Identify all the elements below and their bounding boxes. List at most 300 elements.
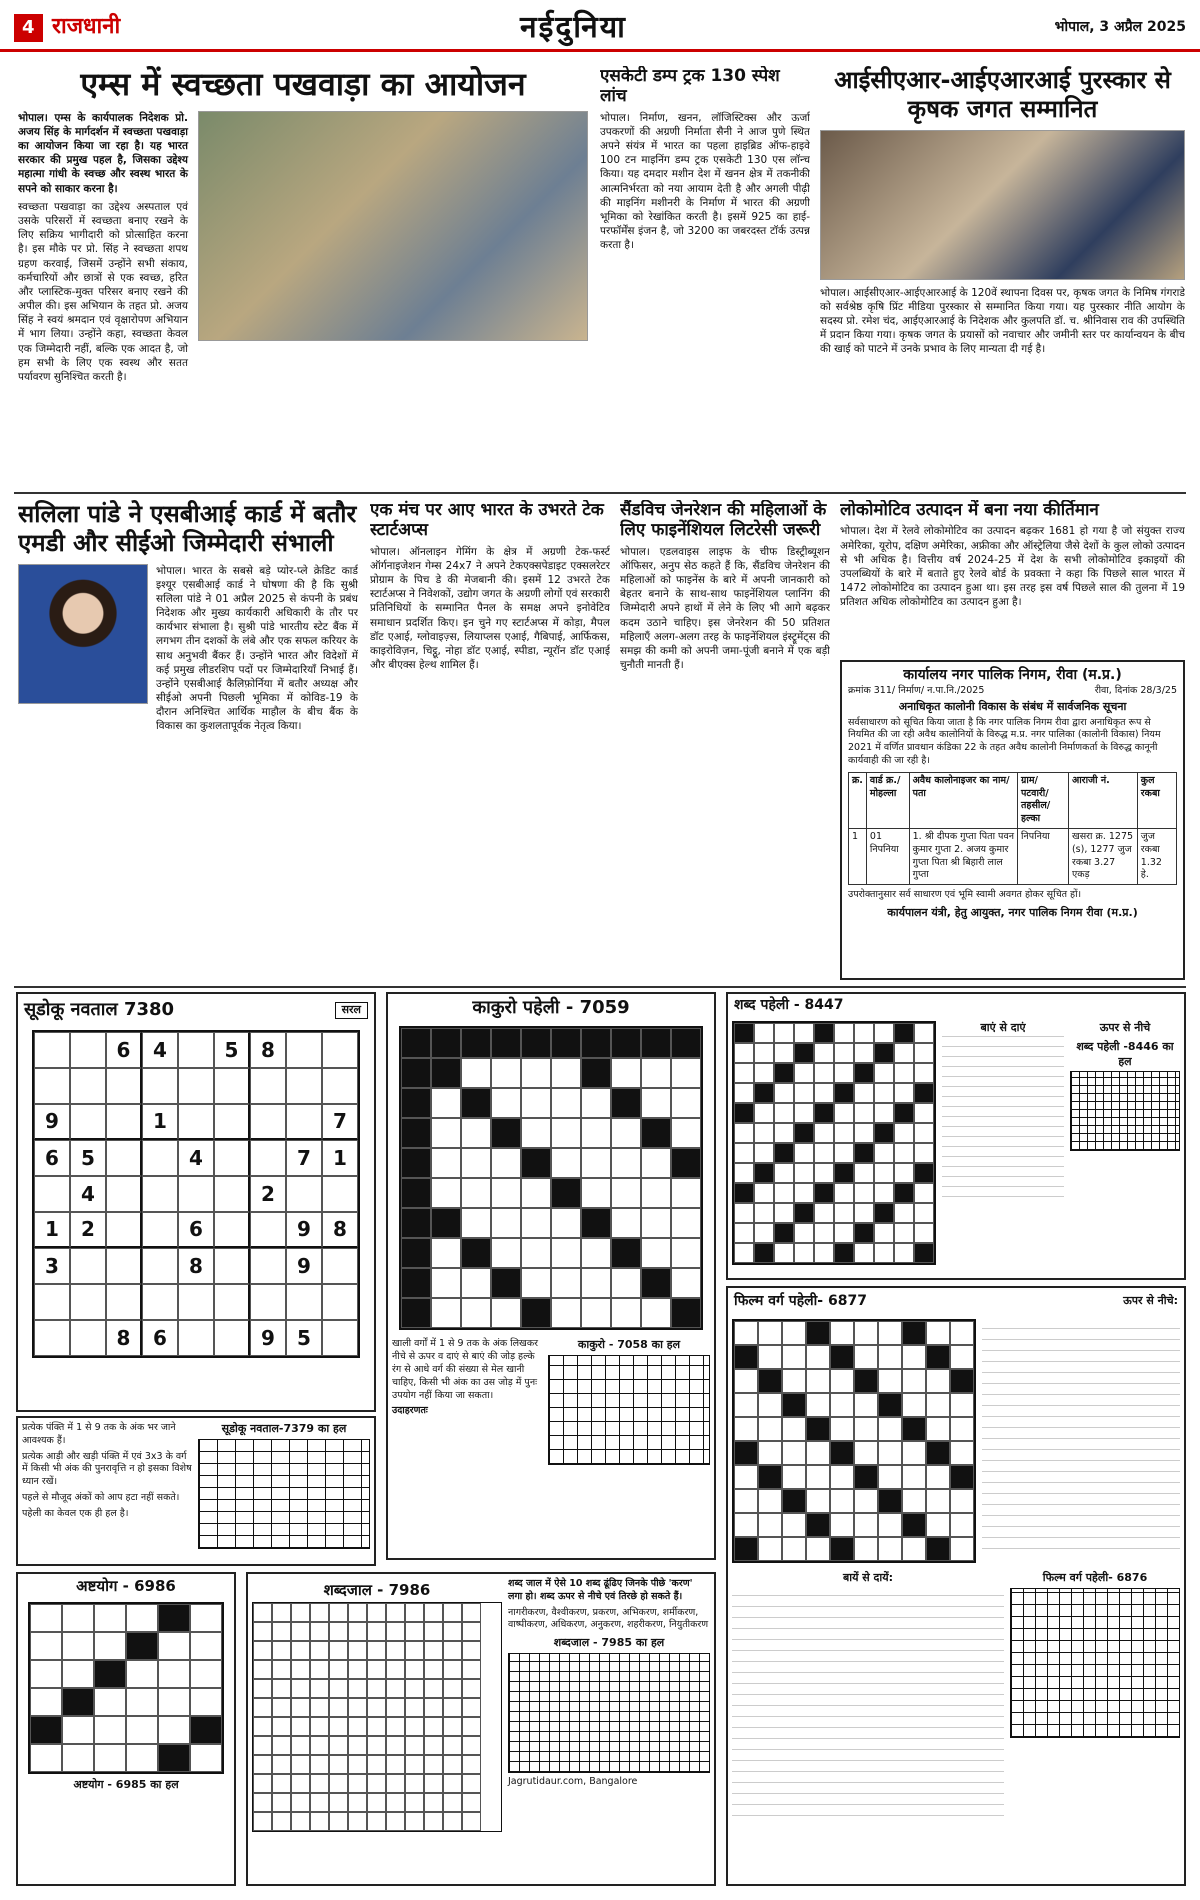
solution-title: शब्दजाल - 7985 का हल bbox=[553, 1636, 665, 1650]
sudoku-cell bbox=[70, 1284, 106, 1320]
sudoku-cell bbox=[70, 1032, 106, 1068]
crossword-cell bbox=[854, 1063, 874, 1083]
table-header: ग्राम/पटवारी/ तहसील/हल्का bbox=[1018, 772, 1069, 828]
kakuro-puzzle bbox=[386, 992, 716, 1560]
word-cell bbox=[329, 1660, 348, 1679]
ashtayog-cell bbox=[94, 1716, 126, 1744]
solution-title: काकुरो - 7058 का हल bbox=[577, 1338, 681, 1352]
word-grid bbox=[252, 1602, 502, 1832]
word-cell bbox=[443, 1736, 462, 1755]
crossword-cell bbox=[874, 1143, 894, 1163]
crossword-cell bbox=[914, 1103, 934, 1123]
word-cell bbox=[253, 1679, 272, 1698]
film-cell bbox=[878, 1513, 902, 1537]
film-cell bbox=[830, 1465, 854, 1489]
crossword-cell bbox=[774, 1143, 794, 1163]
crossword-cell bbox=[834, 1203, 854, 1223]
kakuro-cell bbox=[551, 1028, 581, 1058]
sudoku-cell bbox=[214, 1140, 250, 1176]
kakuro-cell bbox=[611, 1208, 641, 1238]
crossword-cell bbox=[854, 1023, 874, 1043]
crossword-cell bbox=[794, 1163, 814, 1183]
crossword-cell bbox=[754, 1203, 774, 1223]
ashtayog-cell bbox=[62, 1604, 94, 1632]
kakuro-cell bbox=[401, 1268, 431, 1298]
solution-grid bbox=[548, 1355, 710, 1465]
word-cell bbox=[291, 1736, 310, 1755]
film-cell bbox=[806, 1537, 830, 1561]
crossword-cell bbox=[914, 1083, 934, 1103]
sudoku-cell bbox=[214, 1320, 250, 1356]
crossword-cell bbox=[894, 1103, 914, 1123]
word-cell bbox=[443, 1641, 462, 1660]
sudoku-cell: 6 bbox=[178, 1212, 214, 1248]
word-cell bbox=[367, 1698, 386, 1717]
ashtayog-cell bbox=[30, 1716, 62, 1744]
word-cell bbox=[329, 1717, 348, 1736]
sudoku-cell: 4 bbox=[142, 1032, 178, 1068]
sudoku-rules-box bbox=[16, 1416, 376, 1566]
kakuro-cell bbox=[671, 1058, 701, 1088]
sudoku-cell: 6 bbox=[106, 1032, 142, 1068]
crossword-cell bbox=[734, 1063, 754, 1083]
film-cell bbox=[782, 1393, 806, 1417]
crossword-cell bbox=[734, 1103, 754, 1123]
word-cell bbox=[405, 1812, 424, 1831]
crossword-cell bbox=[754, 1043, 774, 1063]
story-body: भोपाल। निर्माण, खनन, लॉजिस्टिक्स और ऊर्जा उपकरणों की अग्रणी निर्माता सैनी ने आज पुणे स्थित अपने संयंत्र में भारत का पहला हाइब्रिड ऑफ-हाइवे 100 टन माइनिंग डम्प ट्रक एसकेटी 130 एस लॉन्च किया। यह दमदार मशीन देश में खनन क्षेत्र में तकनीकी आत्मनिर्भरता को नया आयाम देती है और अगली पीढ़ी की माइनिंग मशीनरी के निर्माण में भारत की अग्रणी भूमिका को रेखांकित करती है। इसमें 925 का हाई-परफॉर्मेंस इंजन है, जो 3200 का जबरदस्त टॉर्क उत्पन्न करता है। bbox=[600, 111, 810, 252]
crossword-cell bbox=[794, 1043, 814, 1063]
sudoku-cell bbox=[322, 1176, 358, 1212]
word-cell bbox=[329, 1793, 348, 1812]
word-cell bbox=[424, 1717, 443, 1736]
kakuro-cell bbox=[491, 1118, 521, 1148]
word-cell bbox=[367, 1755, 386, 1774]
sudoku-cell bbox=[34, 1320, 70, 1356]
crossword-cell bbox=[754, 1243, 774, 1263]
film-cell bbox=[806, 1345, 830, 1369]
word-cell bbox=[405, 1603, 424, 1622]
word-cell bbox=[272, 1660, 291, 1679]
word-cell bbox=[329, 1698, 348, 1717]
word-cell bbox=[405, 1793, 424, 1812]
word-cell bbox=[348, 1622, 367, 1641]
crossword-cell bbox=[754, 1123, 774, 1143]
across-heading: बायें से दायें: bbox=[842, 1570, 894, 1584]
film-cell bbox=[782, 1321, 806, 1345]
word-cell bbox=[272, 1679, 291, 1698]
word-cell bbox=[424, 1603, 443, 1622]
film-cell bbox=[758, 1417, 782, 1441]
kakuro-cell bbox=[491, 1178, 521, 1208]
crossword-cell bbox=[834, 1083, 854, 1103]
sudoku-cell: 4 bbox=[178, 1140, 214, 1176]
sudoku-cell: 1 bbox=[142, 1104, 178, 1140]
word-cell bbox=[367, 1812, 386, 1831]
word-cell bbox=[329, 1755, 348, 1774]
puzzle-title: शब्दजाल - 7986 bbox=[323, 1581, 431, 1599]
film-cell bbox=[854, 1465, 878, 1489]
kakuro-cell bbox=[641, 1028, 671, 1058]
crossword-cell bbox=[834, 1043, 854, 1063]
word-cell bbox=[310, 1793, 329, 1812]
masthead bbox=[0, 0, 1200, 52]
public-notice bbox=[840, 660, 1185, 980]
word-cell bbox=[310, 1774, 329, 1793]
sudoku-cell bbox=[250, 1140, 286, 1176]
word-cell bbox=[386, 1660, 405, 1679]
film-cell bbox=[926, 1465, 950, 1489]
ashtayog-cell bbox=[190, 1688, 222, 1716]
crossword-cell bbox=[754, 1163, 774, 1183]
film-cell bbox=[950, 1417, 974, 1441]
film-cell bbox=[806, 1441, 830, 1465]
sudoku-cell bbox=[286, 1284, 322, 1320]
kakuro-cell bbox=[461, 1208, 491, 1238]
film-cell bbox=[806, 1321, 830, 1345]
word-cell bbox=[462, 1793, 481, 1812]
crossword-cell bbox=[894, 1143, 914, 1163]
film-cell bbox=[854, 1321, 878, 1345]
kakuro-cell bbox=[581, 1028, 611, 1058]
kakuro-cell bbox=[581, 1178, 611, 1208]
story-locomotive bbox=[840, 500, 1185, 650]
word-cell bbox=[272, 1641, 291, 1660]
word-cell bbox=[348, 1603, 367, 1622]
word-cell bbox=[367, 1736, 386, 1755]
film-cell bbox=[878, 1321, 902, 1345]
sudoku-cell: 8 bbox=[322, 1212, 358, 1248]
word-cell bbox=[462, 1736, 481, 1755]
word-cell bbox=[291, 1774, 310, 1793]
film-cell bbox=[878, 1465, 902, 1489]
crossword-cell bbox=[854, 1183, 874, 1203]
film-cell bbox=[926, 1393, 950, 1417]
kakuro-cell bbox=[461, 1268, 491, 1298]
word-cell bbox=[462, 1603, 481, 1622]
down-heading: ऊपर से नीचे bbox=[1099, 1020, 1151, 1034]
crossword-cell bbox=[914, 1183, 934, 1203]
ashtayog-puzzle bbox=[16, 1572, 236, 1886]
word-cell bbox=[367, 1641, 386, 1660]
kakuro-cell bbox=[461, 1178, 491, 1208]
film-grid bbox=[732, 1319, 976, 1563]
sudoku-cell: 3 bbox=[34, 1248, 70, 1284]
kakuro-cell bbox=[461, 1148, 491, 1178]
sudoku-cell bbox=[214, 1104, 250, 1140]
ashtayog-cell bbox=[94, 1688, 126, 1716]
kakuro-cell bbox=[431, 1088, 461, 1118]
solution-title: शब्द पहेली -8446 का हल bbox=[1076, 1039, 1174, 1068]
kakuro-cell bbox=[611, 1298, 641, 1328]
sudoku-cell bbox=[34, 1068, 70, 1104]
table-cell: 1 bbox=[849, 829, 867, 885]
word-cell bbox=[272, 1603, 291, 1622]
crossword-cell bbox=[734, 1203, 754, 1223]
crossword-cell bbox=[894, 1023, 914, 1043]
word-cell bbox=[386, 1603, 405, 1622]
word-cell bbox=[386, 1736, 405, 1755]
word-cell bbox=[405, 1698, 424, 1717]
film-cell bbox=[734, 1321, 758, 1345]
crossword-cell bbox=[854, 1103, 874, 1123]
kakuro-cell bbox=[431, 1058, 461, 1088]
ashtayog-cell bbox=[94, 1744, 126, 1772]
sudoku-cell bbox=[142, 1284, 178, 1320]
crossword-cell bbox=[814, 1223, 834, 1243]
ashtayog-cell bbox=[30, 1660, 62, 1688]
story-sbi-card bbox=[18, 500, 358, 980]
word-cell bbox=[291, 1641, 310, 1660]
film-cell bbox=[758, 1465, 782, 1489]
film-cell bbox=[806, 1417, 830, 1441]
crossword-cell bbox=[814, 1083, 834, 1103]
kakuro-cell bbox=[641, 1268, 671, 1298]
kakuro-cell bbox=[611, 1148, 641, 1178]
kakuro-cell bbox=[431, 1028, 461, 1058]
kakuro-cell bbox=[611, 1268, 641, 1298]
kakuro-cell bbox=[401, 1178, 431, 1208]
crossword-cell bbox=[734, 1043, 754, 1063]
word-cell bbox=[272, 1698, 291, 1717]
ashtayog-cell bbox=[62, 1688, 94, 1716]
shabdjaal-puzzle bbox=[246, 1572, 716, 1886]
story-icar-award bbox=[820, 66, 1185, 486]
kakuro-instructions: खाली वर्गों में 1 से 9 तक के अंक लिखकर नीचे से ऊपर व दाएं से बाएं की जोड़ हल्के रंग से आधे वर्ग की संख्या से मेल खानी चाहिए, किसी भी अंक का उस जोड़ में पुनः उपयोग नहीं किया जा सकता। bbox=[392, 1338, 539, 1401]
film-cell bbox=[734, 1393, 758, 1417]
notice-table bbox=[848, 772, 1177, 886]
rule-item: प्रत्येक आड़ी और खड़ी पंक्ति में एवं 3x3 के वर्ग में किसी भी अंक की पुनरावृत्ति न हो इसका विशेष ध्यान रखें। bbox=[22, 1450, 192, 1488]
sudoku-cell bbox=[250, 1284, 286, 1320]
sudoku-cell: 5 bbox=[70, 1140, 106, 1176]
sudoku-cell bbox=[178, 1104, 214, 1140]
dateline: भोपाल, 3 अप्रैल 2025 bbox=[1054, 19, 1186, 35]
word-cell bbox=[291, 1755, 310, 1774]
crossword-cell bbox=[794, 1023, 814, 1043]
sudoku-cell bbox=[106, 1284, 142, 1320]
word-cell bbox=[462, 1774, 481, 1793]
word-cell bbox=[253, 1660, 272, 1679]
word-cell bbox=[329, 1641, 348, 1660]
sudoku-cell bbox=[106, 1212, 142, 1248]
ashtayog-cell bbox=[30, 1604, 62, 1632]
word-cell bbox=[272, 1793, 291, 1812]
film-cell bbox=[950, 1489, 974, 1513]
crossword-cell bbox=[754, 1223, 774, 1243]
sudoku-cell: 1 bbox=[322, 1140, 358, 1176]
word-cell bbox=[272, 1755, 291, 1774]
word-cell bbox=[329, 1774, 348, 1793]
word-cell bbox=[310, 1717, 329, 1736]
sudoku-cell bbox=[142, 1068, 178, 1104]
sudoku-cell bbox=[322, 1248, 358, 1284]
film-cell bbox=[782, 1345, 806, 1369]
kakuro-cell bbox=[491, 1268, 521, 1298]
crossword-cell bbox=[774, 1103, 794, 1123]
table-header: आराजी नं. bbox=[1068, 772, 1137, 828]
word-cell bbox=[291, 1812, 310, 1831]
crossword-cell bbox=[814, 1243, 834, 1263]
solution-title: फिल्म वर्ग पहेली- 6876 bbox=[1042, 1570, 1148, 1584]
story-lead: भोपाल। एम्स के कार्यपालक निदेशक प्रो. अजय सिंह के मार्गदर्शन में स्वच्छता पखवाड़ा का आयोजन किया जा रहा है। यह भारत सरकार की प्रमुख पहल है, जिसका उद्देश्य महात्मा गांधी के स्वच्छ और स्वस्थ भारत के सपने को साकार करना है। bbox=[18, 111, 188, 195]
crossword-cell bbox=[834, 1143, 854, 1163]
word-cell bbox=[443, 1812, 462, 1831]
crossword-cell bbox=[734, 1023, 754, 1043]
kakuro-cell bbox=[611, 1088, 641, 1118]
sudoku-cell: 5 bbox=[214, 1032, 250, 1068]
crossword-cell bbox=[874, 1183, 894, 1203]
kakuro-cell bbox=[671, 1178, 701, 1208]
sudoku-cell bbox=[178, 1176, 214, 1212]
kakuro-cell bbox=[581, 1208, 611, 1238]
kakuro-cell bbox=[461, 1118, 491, 1148]
crossword-cell bbox=[814, 1203, 834, 1223]
ashtayog-cell bbox=[126, 1744, 158, 1772]
word-cell bbox=[253, 1717, 272, 1736]
film-cell bbox=[878, 1345, 902, 1369]
crossword-cell bbox=[794, 1143, 814, 1163]
crossword-cell bbox=[854, 1043, 874, 1063]
kakuro-cell bbox=[581, 1148, 611, 1178]
story-body: भोपाल। एडलवाइस लाइफ के चीफ डिस्ट्रीब्यूशन ऑफिसर, अनुप सेठ कहते हैं कि, सैंडविच जेनरेशन की महिलाओं को फाइनेंस के बारे में अपनी जानकारी को बेहतर बनाने के साथ-साथ फाइनेंशियल प्लानिंग की जिम्मेदारी अपने हाथों में लेने के लिए भी आगे बढ़कर कदम उठाने चाहिए। इस जेनरेशन की 50 प्रतिशत महिलाएँ अलग-अलग तरह के फाइनेंशियल इंस्ट्रूमेंट्स की समझ की कमी को अपनी जमा-पूंजी बनाने में एक बड़ी चुनौती मानती हैं। bbox=[620, 545, 830, 672]
crossword-cell bbox=[774, 1023, 794, 1043]
crossword-cell bbox=[874, 1063, 894, 1083]
word-cell bbox=[329, 1603, 348, 1622]
ashtayog-cell bbox=[94, 1604, 126, 1632]
word-cell bbox=[424, 1793, 443, 1812]
divider bbox=[14, 986, 1186, 988]
divider bbox=[14, 492, 1186, 494]
sudoku-cell bbox=[34, 1176, 70, 1212]
film-cell bbox=[902, 1417, 926, 1441]
crossword-cell bbox=[914, 1063, 934, 1083]
kakuro-cell bbox=[521, 1028, 551, 1058]
notice-signatory: कार्यपालन यंत्री, हेतु आयुक्त, नगर पालिक निगम रीवा (म.प्र.) bbox=[887, 906, 1138, 920]
crossword-cell bbox=[894, 1243, 914, 1263]
ashtayog-cell bbox=[190, 1604, 222, 1632]
film-cell bbox=[806, 1393, 830, 1417]
sudoku-cell bbox=[106, 1104, 142, 1140]
film-cell bbox=[926, 1345, 950, 1369]
word-cell bbox=[405, 1717, 424, 1736]
clue-lines bbox=[982, 1319, 1180, 1559]
film-cell bbox=[758, 1321, 782, 1345]
crossword-cell bbox=[894, 1163, 914, 1183]
sudoku-cell bbox=[70, 1320, 106, 1356]
kakuro-cell bbox=[431, 1238, 461, 1268]
word-cell bbox=[291, 1622, 310, 1641]
sudoku-cell bbox=[34, 1032, 70, 1068]
table-header: कुल रकबा bbox=[1137, 772, 1176, 828]
kakuro-cell bbox=[431, 1298, 461, 1328]
kakuro-cell bbox=[581, 1238, 611, 1268]
kakuro-cell bbox=[581, 1118, 611, 1148]
sudoku-cell bbox=[142, 1140, 178, 1176]
kakuro-cell bbox=[461, 1028, 491, 1058]
kakuro-cell bbox=[641, 1178, 671, 1208]
example-label: उदाहरणतः bbox=[392, 1405, 428, 1417]
word-cell bbox=[272, 1812, 291, 1831]
kakuro-cell bbox=[671, 1118, 701, 1148]
word-cell bbox=[443, 1660, 462, 1679]
crossword-cell bbox=[914, 1023, 934, 1043]
word-cell bbox=[424, 1679, 443, 1698]
film-cell bbox=[950, 1369, 974, 1393]
film-cell bbox=[926, 1321, 950, 1345]
kakuro-cell bbox=[551, 1238, 581, 1268]
kakuro-cell bbox=[431, 1208, 461, 1238]
crossword-cell bbox=[854, 1163, 874, 1183]
word-cell bbox=[424, 1812, 443, 1831]
puzzle-title: फिल्म वर्ग पहेली- 6877 bbox=[734, 1293, 867, 1309]
film-cell bbox=[902, 1441, 926, 1465]
ashtayog-cell bbox=[94, 1660, 126, 1688]
sudoku-cell bbox=[178, 1320, 214, 1356]
sudoku-cell bbox=[286, 1032, 322, 1068]
crossword-cell bbox=[814, 1043, 834, 1063]
crossword-cell bbox=[774, 1083, 794, 1103]
word-cell bbox=[272, 1622, 291, 1641]
ashtayog-cell bbox=[126, 1688, 158, 1716]
kakuro-cell bbox=[611, 1118, 641, 1148]
film-cell bbox=[902, 1465, 926, 1489]
film-cell bbox=[734, 1489, 758, 1513]
word-cell bbox=[386, 1793, 405, 1812]
crossword-cell bbox=[834, 1123, 854, 1143]
solution-grid bbox=[508, 1653, 710, 1773]
word-cell bbox=[291, 1603, 310, 1622]
film-cell bbox=[950, 1345, 974, 1369]
sudoku-cell bbox=[286, 1176, 322, 1212]
word-cell bbox=[253, 1812, 272, 1831]
film-cell bbox=[806, 1513, 830, 1537]
kakuro-cell bbox=[521, 1238, 551, 1268]
film-puzzle bbox=[726, 1286, 1186, 1886]
puzzle-title: शब्द पहेली - 8447 bbox=[734, 997, 844, 1013]
film-cell bbox=[902, 1321, 926, 1345]
kakuro-grid bbox=[399, 1026, 703, 1330]
crossword-cell bbox=[814, 1163, 834, 1183]
story-headline: सैंडविच जेनरेशन की महिलाओं के लिए फाइनेंशियल लिटरेसी जरूरी bbox=[620, 500, 827, 541]
kakuro-cell bbox=[521, 1118, 551, 1148]
film-cell bbox=[830, 1489, 854, 1513]
word-cell bbox=[348, 1812, 367, 1831]
film-cell bbox=[830, 1417, 854, 1441]
kakuro-cell bbox=[671, 1298, 701, 1328]
sudoku-cell: 6 bbox=[34, 1140, 70, 1176]
crossword-cell bbox=[754, 1143, 774, 1163]
ashtayog-cell bbox=[62, 1660, 94, 1688]
film-cell bbox=[734, 1465, 758, 1489]
word-cell bbox=[443, 1698, 462, 1717]
crossword-cell bbox=[774, 1043, 794, 1063]
crossword-cell bbox=[874, 1243, 894, 1263]
film-cell bbox=[830, 1513, 854, 1537]
kakuro-cell bbox=[551, 1178, 581, 1208]
clue-lines bbox=[732, 1586, 1004, 1826]
puzzle-title: सूडोकू नवताल 7380 bbox=[24, 999, 175, 1020]
word-cell bbox=[310, 1755, 329, 1774]
word-cell bbox=[462, 1679, 481, 1698]
word-cell bbox=[386, 1622, 405, 1641]
kakuro-cell bbox=[671, 1148, 701, 1178]
section-name: राजधानी bbox=[52, 14, 121, 39]
crossword-cell bbox=[794, 1203, 814, 1223]
film-cell bbox=[830, 1537, 854, 1561]
ashtayog-cell bbox=[62, 1632, 94, 1660]
ashtayog-cell bbox=[126, 1604, 158, 1632]
word-cell bbox=[405, 1774, 424, 1793]
